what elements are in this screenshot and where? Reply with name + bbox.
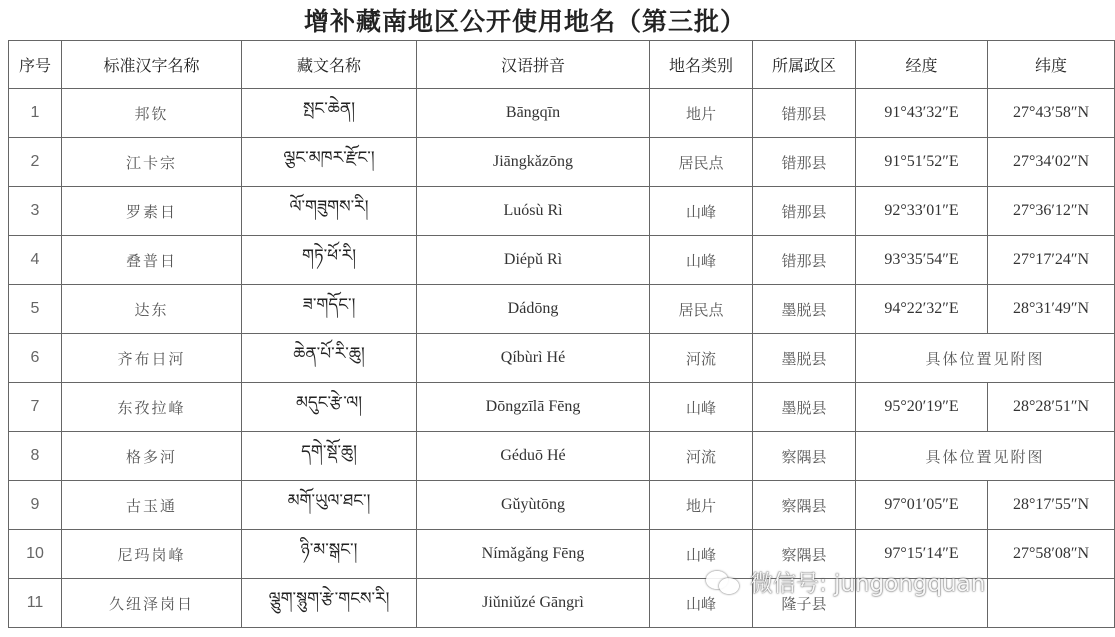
row-county: 察隅县 [753, 530, 856, 579]
row-tibetan-name: མགོ་ཡུལ་ཐང་། [242, 481, 417, 530]
row-location-note: 具体位置见附图 [856, 432, 1115, 481]
row-chinese-name: 久纽泽岗日 [62, 579, 242, 628]
row-pinyin: Dōngzīlā Fēng [417, 383, 650, 432]
document-title: 增补藏南地区公开使用地名（第三批） [303, 7, 746, 36]
row-tibetan-name: མདུང་རྩེ་ལ། [242, 383, 417, 432]
table-row [9, 187, 1115, 236]
table-row [9, 334, 1115, 383]
row-latitude: 27°43′58″N [988, 89, 1115, 138]
row-longitude: 94°22′32″E [856, 285, 988, 334]
row-county: 错那县 [753, 138, 856, 187]
table-row [9, 138, 1115, 187]
row-tibetan-name: གཏེ་ཕོ་རི། [242, 236, 417, 285]
row-chinese-name: 邦钦 [62, 89, 242, 138]
row-category: 河流 [650, 432, 753, 481]
row-county: 隆子县 [753, 579, 856, 628]
row-chinese-name: 格多河 [62, 432, 242, 481]
header-pinyin: 汉语拼音 [417, 41, 650, 89]
row-index: 10 [9, 530, 62, 579]
row-longitude: 91°43′32″E [856, 89, 988, 138]
row-pinyin: Bāngqīn [417, 89, 650, 138]
row-index: 11 [9, 579, 62, 628]
row-category: 山峰 [650, 383, 753, 432]
row-index: 9 [9, 481, 62, 530]
watermark [706, 565, 985, 598]
row-category: 河流 [650, 334, 753, 383]
row-longitude: 97°15′14″E [856, 530, 988, 579]
row-county: 察隅县 [753, 432, 856, 481]
table-row [9, 481, 1115, 530]
row-index: 7 [9, 383, 62, 432]
row-county: 错那县 [753, 187, 856, 236]
row-chinese-name: 罗素日 [62, 187, 242, 236]
row-location-note: 具体位置见附图 [856, 334, 1115, 383]
header-tibetan-name: 藏文名称 [242, 41, 417, 89]
row-category: 地片 [650, 89, 753, 138]
row-tibetan-name: ལྕུག་སྙུག་རྩེ་གངས་རི། [242, 579, 417, 628]
table-header-row [9, 41, 1115, 89]
row-latitude: 27°58′08″N [988, 530, 1115, 579]
row-latitude [988, 579, 1115, 628]
row-chinese-name: 达东 [62, 285, 242, 334]
row-longitude: 91°51′52″E [856, 138, 988, 187]
row-chinese-name: 古玉通 [62, 481, 242, 530]
row-county: 错那县 [753, 89, 856, 138]
table-row [9, 383, 1115, 432]
row-chinese-name: 江卡宗 [62, 138, 242, 187]
row-tibetan-name: ཆེན་པོ་རི་ཆུ། [242, 334, 417, 383]
row-category: 居民点 [650, 285, 753, 334]
row-tibetan-name: ལོ་གཟུགས་རི། [242, 187, 417, 236]
row-pinyin: Jiāngkǎzōng [417, 138, 650, 187]
row-category: 山峰 [650, 187, 753, 236]
row-category: 山峰 [650, 236, 753, 285]
row-latitude: 28°31′49″N [988, 285, 1115, 334]
row-tibetan-name: སྤང་ཆེན། [242, 89, 417, 138]
row-longitude: 97°01′05″E [856, 481, 988, 530]
row-pinyin: Diépǔ Rì [417, 236, 650, 285]
place-names-table [8, 40, 1115, 628]
row-latitude: 28°28′51″N [988, 383, 1115, 432]
row-pinyin: Géduō Hé [417, 432, 650, 481]
row-pinyin: Dádōng [417, 285, 650, 334]
row-county: 墨脱县 [753, 334, 856, 383]
row-tibetan-name: ཟ་གདོང་། [242, 285, 417, 334]
header-latitude: 纬度 [988, 41, 1115, 89]
row-index: 6 [9, 334, 62, 383]
row-tibetan-name: དགེ་སྡོ་ཆུ། [242, 432, 417, 481]
row-index: 4 [9, 236, 62, 285]
wechat-icon [706, 569, 742, 595]
row-county: 察隅县 [753, 481, 856, 530]
row-index: 1 [9, 89, 62, 138]
watermark-text: 微信号: jungongquan [750, 571, 986, 597]
row-longitude: 95°20′19″E [856, 383, 988, 432]
row-longitude: 93°35′54″E [856, 236, 988, 285]
row-county: 墨脱县 [753, 285, 856, 334]
row-pinyin: Luósù Rì [417, 187, 650, 236]
row-tibetan-name: ཉི་མ་སྒང་། [242, 530, 417, 579]
table-row [9, 285, 1115, 334]
row-tibetan-name: ལྕང་མཁར་རྫོང་། [242, 138, 417, 187]
header-longitude: 经度 [856, 41, 988, 89]
row-category: 地片 [650, 481, 753, 530]
header-category: 地名类别 [650, 41, 753, 89]
row-longitude: 92°33′01″E [856, 187, 988, 236]
row-county: 墨脱县 [753, 383, 856, 432]
row-chinese-name: 东孜拉峰 [62, 383, 242, 432]
row-chinese-name: 叠普日 [62, 236, 242, 285]
header-county: 所属政区 [753, 41, 856, 89]
table-row [9, 89, 1115, 138]
table-row [9, 432, 1115, 481]
row-latitude: 28°17′55″N [988, 481, 1115, 530]
row-chinese-name: 齐布日河 [62, 334, 242, 383]
row-latitude: 27°17′24″N [988, 236, 1115, 285]
row-category: 山峰 [650, 530, 753, 579]
row-index: 2 [9, 138, 62, 187]
row-chinese-name: 尼玛岗峰 [62, 530, 242, 579]
row-category: 居民点 [650, 138, 753, 187]
row-pinyin: Jiǔniǔzé Gāngrì [417, 579, 650, 628]
row-category: 山峰 [650, 579, 753, 628]
row-index: 5 [9, 285, 62, 334]
row-latitude: 27°36′12″N [988, 187, 1115, 236]
header-chinese-name: 标准汉字名称 [62, 41, 242, 89]
row-pinyin: Gǔyùtōng [417, 481, 650, 530]
table-row [9, 236, 1115, 285]
row-index: 3 [9, 187, 62, 236]
row-pinyin: Qíbùrì Hé [417, 334, 650, 383]
row-county: 错那县 [753, 236, 856, 285]
row-latitude: 27°34′02″N [988, 138, 1115, 187]
header-index: 序号 [9, 41, 62, 89]
row-pinyin: Nímǎgǎng Fēng [417, 530, 650, 579]
row-index: 8 [9, 432, 62, 481]
